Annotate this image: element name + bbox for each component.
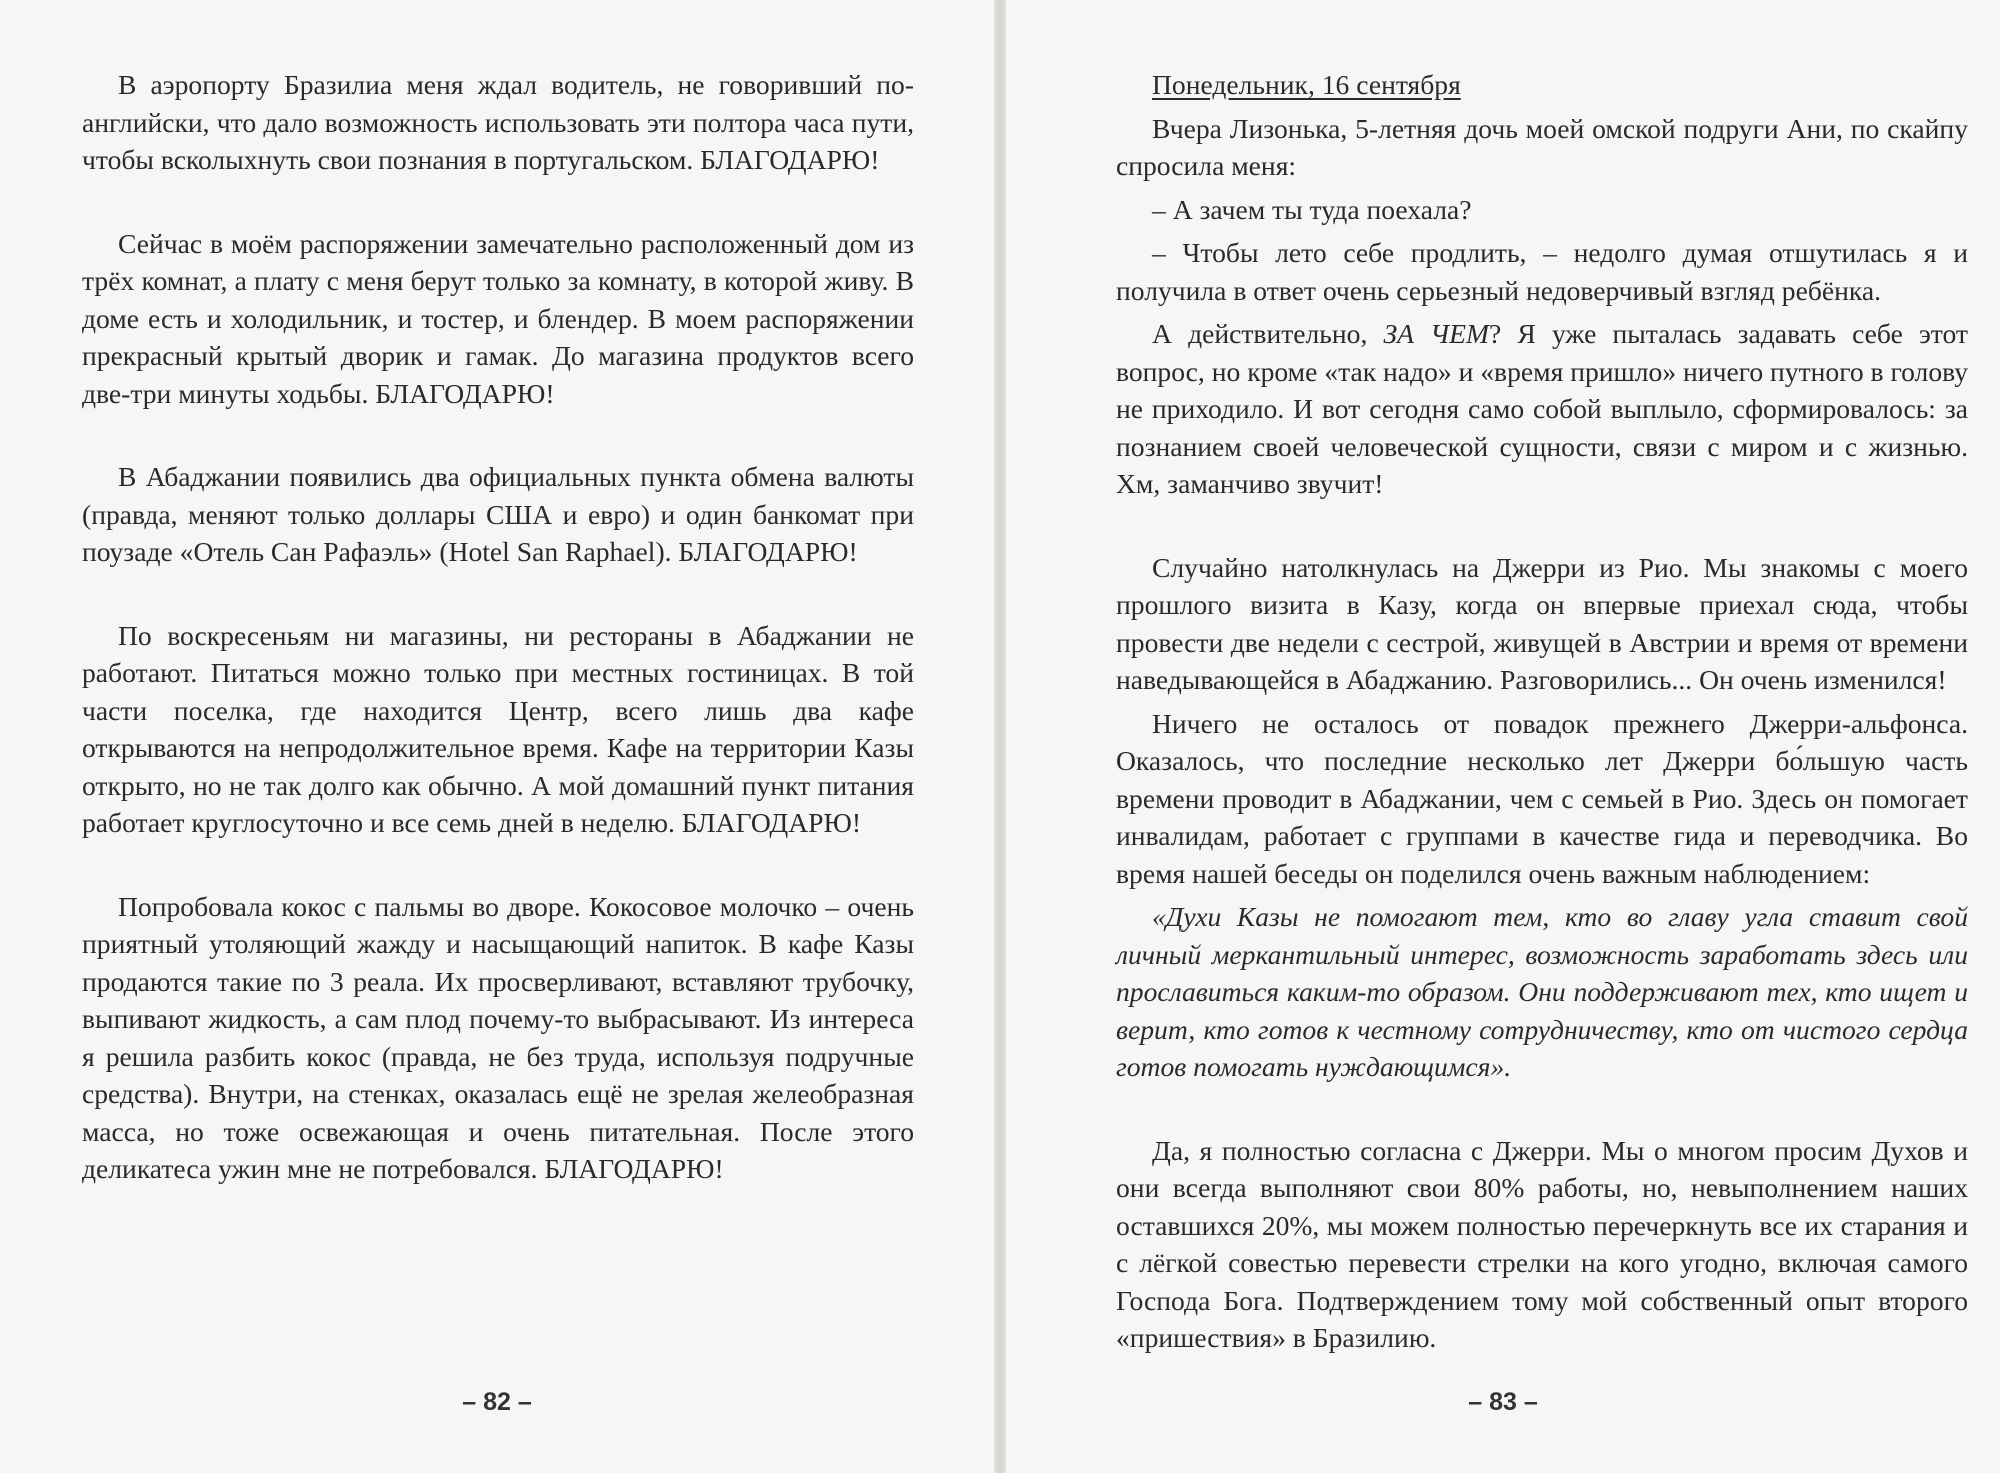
- paragraph: Вчера Лизонька, 5-летняя дочь моей омской подруги Ани, по скайпу спросила меня:: [1116, 112, 1968, 181]
- dialogue-line: – Чтобы лето себе продлить, – недолго думая отшутилась я и получила в ответ очень серьезный недоверчивый взгляд ребёнка.: [1116, 237, 1968, 306]
- paragraph: В аэропорту Бразилиа меня ждал водитель, не говоривший по-английски, что дало возможность использовать эти полтора часа пути, чтобы всколыхнуть свои познания в португальском. БЛАГОДАРЮ!: [82, 69, 914, 175]
- emphasis: ЗА ЧЕМ: [1383, 318, 1490, 349]
- left-page: [0, 0, 994, 1473]
- paragraph: Ничего не осталось от повадок прежнего Джерри-альфонса. Оказалось, что последние несколько лет Джерри бо́льшую часть времени проводит в Абаджании, чем с семьей в Рио. Здесь он помогает инвалидам, работает с группами в качестве гида и переводчика. Во время нашей беседы он поделился очень важным наблюдением:: [1116, 707, 1968, 889]
- paragraph: Случайно натолкнулась на Джерри из Рио. Мы знакомы с моего прошлого визита в Казу, когда он впервые приехал сюда, чтобы провести две недели с сестрой, живущей в Австрии и время от времени наведывающейся в Абаджанию. Разговорились... Он очень изменился!: [1116, 551, 1968, 695]
- text-run: ? Я уже пыталась задавать себе этот вопрос, но кроме «так надо» и «время пришло» ничего путного в голову не приходило. И вот сегодня само собой выплыло, сформировалось: за познанием своей человеческой сущности, связи с миром и с жизнью. Хм, заманчиво звучит!: [1116, 318, 1968, 499]
- paragraph: По воскресеньям ни магазины, ни рестораны в Абаджании не работают. Питаться можно только при местных гостиницах. В той части поселка, где находится Центр, всего лишь два кафе открываются на непродолжительное время. Кафе на территории Казы открыто, но не так долго как обычно. А мой домашний пункт питания работает круглосуточно и все семь дней в неделю. БЛАГОДАРЮ!: [82, 619, 914, 838]
- paragraph: Сейчас в моём распоряжении замечательно расположенный дом из трёх комнат, а плату с меня берут только за комнату, в которой живу. В доме есть и холодильник, и тостер, и блендер. В моем распоряжении прекрасный крытый дворик и гамак. До магазина продуктов всего две-три минуты ходьбы. БЛАГОДАРЮ!: [82, 227, 914, 409]
- paragraph: [1116, 315, 1968, 503]
- dialogue-line: – А зачем ты туда поехала?: [1152, 193, 1472, 225]
- paragraph: В Абаджании появились два официальных пункта обмена валюты (правда, меняют только доллары США и евро) и один банкомат при поузаде «Отель Сан Рафаэль» (Hotel San Raphael). БЛАГОДАРЮ!: [82, 461, 914, 567]
- book-gutter: [994, 0, 1006, 1473]
- page-number: – 82 –: [462, 1388, 532, 1416]
- page-number: – 83 –: [1468, 1388, 1538, 1416]
- quote: «Духи Казы не помогают тем, кто во главу угла ставит свой личный меркантильный интерес, возможность заработать здесь или прославиться каким-то образом. Они поддерживают тех, кто ищет и верит, кто готов к честному сотрудничеству, кто от чистого сердца готов помогать нуждающимся».: [1116, 901, 1968, 1082]
- paragraph: Попробовала кокос с пальмы во дворе. Кокосовое молочко – очень приятный утоляющий жажду и насыщающий напиток. В кафе Казы продаются такие по 3 реала. Их просверливают, вставляют трубочку, выпивают жидкость, а сам плод почему-то выбрасывают. Из интереса я решила разбить кокос (правда, не без труда, используя подручные средства). Внутри, на стенках, оказалась ещё не зрелая желеобразная масса, но тоже освежающая и очень питательная. После этого деликатеса ужин мне не потребовался. БЛАГОДАРЮ!: [82, 890, 914, 1184]
- left-text-block: [82, 66, 914, 1188]
- right-page: [1006, 0, 2000, 1473]
- paragraph: Да, я полностью согласна с Джерри. Мы о многом просим Духов и они всегда выполняют свои 80% работы, но, невыполнением наших оставшихся 20%, мы можем полностью перечеркнуть все их старания и с лёгкой совестью перевести стрелки на кого угодно, включая самого Господа Бога. Подтверждением тому мой собственный опыт второго «пришествия» в Бразилию.: [1116, 1134, 1968, 1353]
- date-heading: Понедельник, 16 сентября: [1152, 69, 1461, 100]
- right-text-block: [1116, 66, 1968, 1357]
- text-run: А действительно,: [1152, 318, 1384, 349]
